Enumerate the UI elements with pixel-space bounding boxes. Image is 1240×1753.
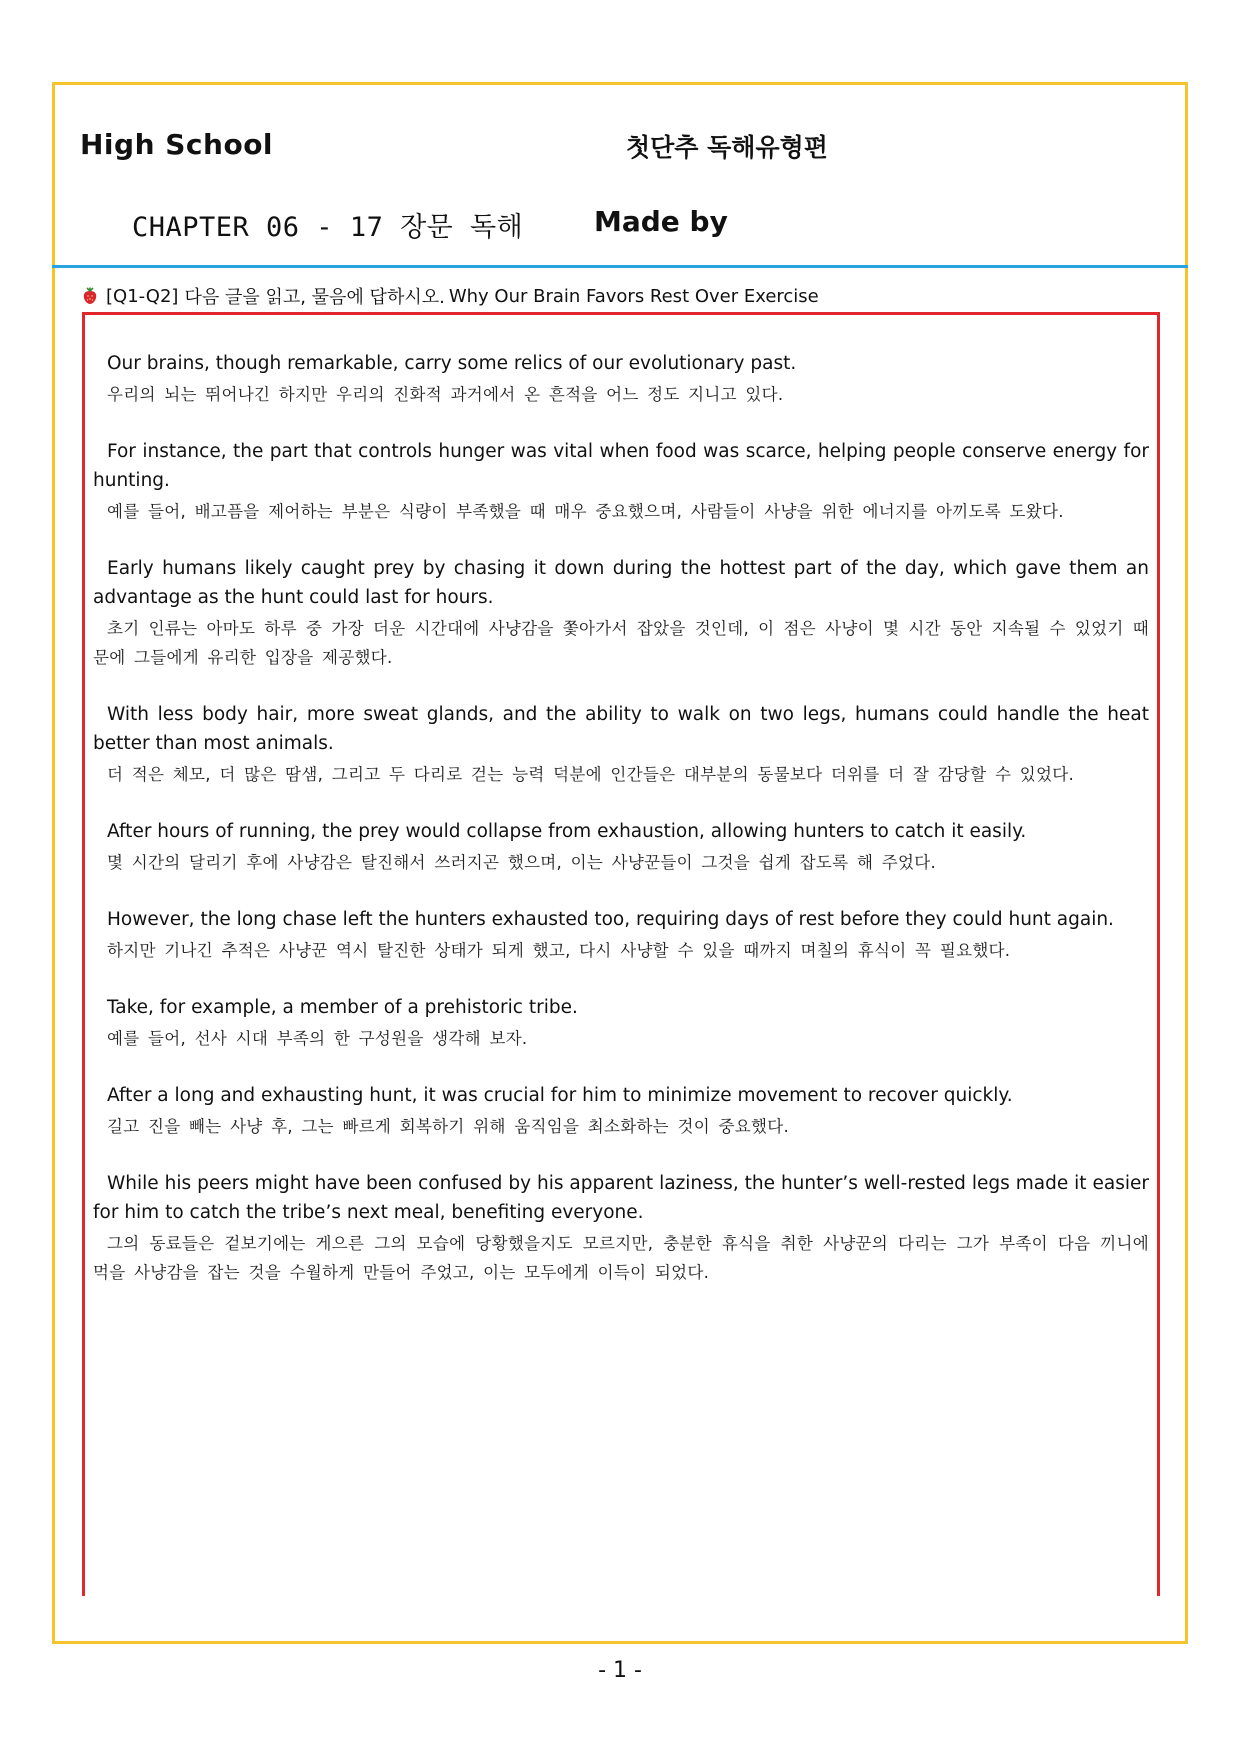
passage-paragraph: [93, 700, 1149, 789]
passage-title: Why Our Brain Favors Rest Over Exercise: [448, 285, 819, 307]
english-sentence: After hours of running, the prey would collapse from exhaustion, allowing hunters to catch it easily.: [107, 821, 1027, 842]
passage-paragraph: [93, 905, 1149, 965]
korean-translation: 그의 동료들은 겉보기에는 게으른 그의 모습에 당황했을지도 모르지만, 충분한 휴식을 취한 사냥꾼의 다리는 그가 부족이 다음 끼니에 먹을 사냥감을 잡는 것을 수월하게 만들어 주었고, 이는 모두에게 이득이 되었다.: [93, 1234, 1149, 1282]
passage-box: [82, 312, 1160, 1596]
made-by-label: Made by: [594, 205, 728, 238]
passage-paragraph: [93, 349, 1149, 409]
passage-paragraph: [93, 1169, 1149, 1287]
english-sentence: Take, for example, a member of a prehistoric tribe.: [107, 997, 578, 1018]
korean-translation: 몇 시간의 달리기 후에 사냥감은 탈진해서 쓰러지곤 했으며, 이는 사냥꾼들이 그것을 쉽게 잡도록 해 주었다.: [107, 853, 936, 872]
question-number: [Q1-Q2]: [106, 285, 179, 307]
passage-paragraph: [93, 993, 1149, 1053]
korean-translation: 초기 인류는 아마도 하루 중 가장 더운 시간대에 사냥감을 쫓아가서 잡았을 것인데, 이 점은 사냥이 몇 시간 동안 지속될 수 있었기 때문에 그들에게 유리한 입장을 제공했다.: [93, 619, 1149, 667]
passage-paragraph: [93, 1081, 1149, 1141]
english-sentence: Our brains, though remarkable, carry some relics of our evolutionary past.: [107, 353, 797, 374]
korean-translation: 길고 진을 빼는 사냥 후, 그는 빠르게 회복하기 위해 움직임을 최소화하는 것이 중요했다.: [107, 1117, 789, 1136]
strawberry-icon: [82, 287, 98, 305]
header-divider: [52, 265, 1188, 268]
question-heading: [82, 283, 819, 309]
english-sentence: For instance, the part that controls hunger was vital when food was scarce, helping people conserve energy for hunting.: [93, 441, 1149, 491]
korean-translation: 우리의 뇌는 뛰어나긴 하지만 우리의 진화적 과거에서 온 흔적을 어느 정도 지니고 있다.: [107, 385, 784, 404]
question-instruction: 다음 글을 읽고, 물음에 답하시오.: [184, 287, 445, 308]
passage-paragraph: [93, 817, 1149, 877]
korean-translation: 예를 들어, 선사 시대 부족의 한 구성원을 생각해 보자.: [107, 1029, 528, 1048]
english-sentence: With less body hair, more sweat glands, and the ability to walk on two legs, humans could handle the heat better than most animals.: [93, 704, 1149, 754]
header-book-title: 첫단추 독해유형편: [626, 133, 828, 162]
english-sentence: After a long and exhausting hunt, it was crucial for him to minimize movement to recover quickly.: [107, 1085, 1013, 1106]
korean-translation: 하지만 기나긴 추적은 사냥꾼 역시 탈진한 상태가 되게 했고, 다시 사냥할 수 있을 때까지 며칠의 휴식이 꼭 필요했다.: [107, 941, 1011, 960]
passage-paragraph: [93, 554, 1149, 672]
page-number: - 1 -: [598, 1658, 642, 1683]
chapter-title: CHAPTER 06 - 17 장문 독해: [132, 212, 524, 243]
korean-translation: 더 적은 체모, 더 많은 땀샘, 그리고 두 다리로 걷는 능력 덕분에 인간들은 대부분의 동물보다 더위를 더 잘 감당할 수 있었다.: [107, 765, 1075, 784]
korean-translation: 예를 들어, 배고픔을 제어하는 부분은 식량이 부족했을 때 매우 중요했으며, 사람들이 사냥을 위한 에너지를 아끼도록 도왔다.: [107, 502, 1064, 521]
english-sentence: Early humans likely caught prey by chasing it down during the hottest part of the day, which gave them an advantage as the hunt could last for hours.: [93, 558, 1149, 608]
passage-paragraph: [93, 437, 1149, 526]
english-sentence: While his peers might have been confused by his apparent laziness, the hunter’s well-rested legs made it easier for him to catch the tribe’s next meal, benefiting everyone.: [93, 1173, 1149, 1223]
header-school-level: High School: [80, 128, 274, 161]
english-sentence: However, the long chase left the hunters exhausted too, requiring days of rest before they could hunt again.: [107, 909, 1114, 930]
